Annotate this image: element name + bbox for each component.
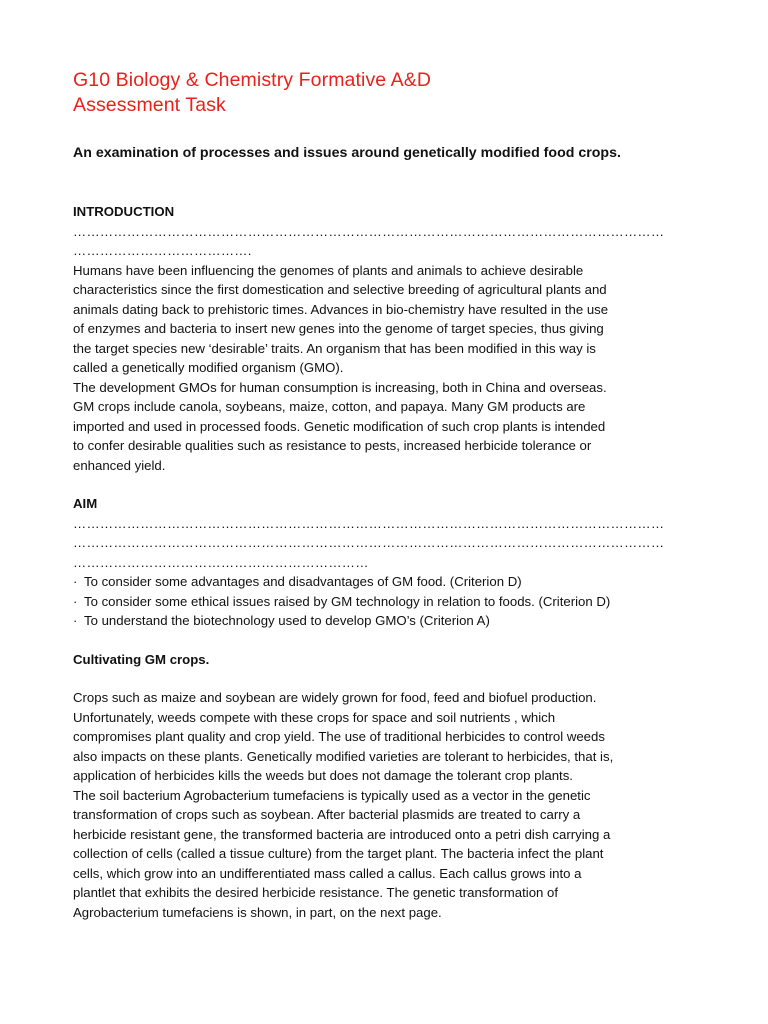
aim-heading: AIM [73,496,98,511]
text-line: cells, which grow into an undifferentiated mass called a callus. Each callus grows into a [73,865,582,881]
text-line: collection of cells (called a tissue culture) from the target plant. The bacteria infect the plant [73,846,604,861]
cultivating-heading: Cultivating GM crops. [73,652,210,667]
text-line: characteristics since the first domestication and selective breeding of agricultural plants and [73,282,607,297]
text-line: compromises plant quality and crop yield. The use of traditional herbicides to control weeds [73,729,605,744]
bullet-icon: · [73,593,78,609]
text-line: animals dating back to prehistoric times. Advances in bio-chemistry have resulted in the use [73,301,609,317]
introduction-heading: INTRODUCTION [73,204,175,219]
dotted-line: …………………………………………………………………………………………………………………… [73,223,665,239]
bullet-icon: · [73,613,78,628]
aim-item-text: To understand the biotechnology used to develop GMO’s (Criterion A) [84,613,490,628]
list-item [73,572,693,592]
text-line: Agrobacterium tumefaciens is shown, in part, on the next page. [73,904,442,920]
document-page [73,68,693,920]
bullet-icon: · [73,574,78,589]
aim-list [73,572,693,631]
text-line: The development GMOs for human consumption is increasing, both in China and overseas. [73,379,607,395]
text-line: of enzymes and bacteria to insert new genes into the genome of target species, thus giving [73,321,604,336]
text-line: application of herbicides kills the weeds but does not damage the tolerant crop plants. [73,768,573,783]
text-line: the target species new ‘desirable’ traits. An organism that has been modified in this way is [73,340,596,356]
aim-item-text: To consider some advantages and disadvantages of GM food. (Criterion D) [84,574,522,589]
document-subtitle: An examination of processes and issues around genetically modified food crops. [73,145,621,161]
aim-section [73,494,693,631]
text-line: Crops such as maize and soybean are widely grown for food, feed and biofuel production. [73,690,597,705]
text-line: plantlet that exhibits the desired herbicide resistance. The genetic transformation of [73,885,559,900]
text-line: called a genetically modified organism (GMO). [73,360,344,375]
cultivating-body [73,688,713,922]
text-line: GM crops include canola, soybeans, maize, cotton, and papaya. Many GM products are [73,399,586,414]
list-item [73,592,693,612]
dotted-line: …………………………………………………………………………………………………………………… [73,515,665,531]
introduction-body [73,261,693,476]
title-line-2: Assessment Task [73,94,226,116]
dotted-line: ………………………………………………………… [73,554,369,570]
text-line: also impacts on these plants. Genetically modified varieties are tolerant to herbicides, that is, [73,748,614,764]
title-line-1: G10 Biology & Chemistry Formative A&D [73,69,432,91]
text-line: Humans have been influencing the genomes of plants and animals to achieve desirable [73,262,584,278]
aim-item-text: To consider some ethical issues raised by GM technology in relation to foods. (Criterion D) [84,593,611,609]
text-line: imported and used in processed foods. Genetic modification of such crop plants is intended [73,418,606,434]
text-line: to confer desirable qualities such as resistance to pests, increased herbicide tolerance or [73,438,592,453]
text-line: herbicide resistant gene, the transformed bacteria are introduced onto a petri dish carrying a [73,826,611,842]
text-line: enhanced yield. [73,457,166,473]
dotted-line: …………………………………………………………………………………………………………………… [73,535,665,550]
text-line: The soil bacterium Agrobacterium tumefaciens is typically used as a vector in the genetic [73,787,591,803]
text-line: Unfortunately, weeds compete with these crops for space and soil nutrients , which [73,709,556,725]
text-line: transformation of crops such as soybean. After bacterial plasmids are treated to carry a [73,807,581,822]
list-item [73,611,693,631]
page-title [73,68,693,118]
introduction-section [73,202,693,475]
dotted-line: …………………………………. [73,243,252,258]
